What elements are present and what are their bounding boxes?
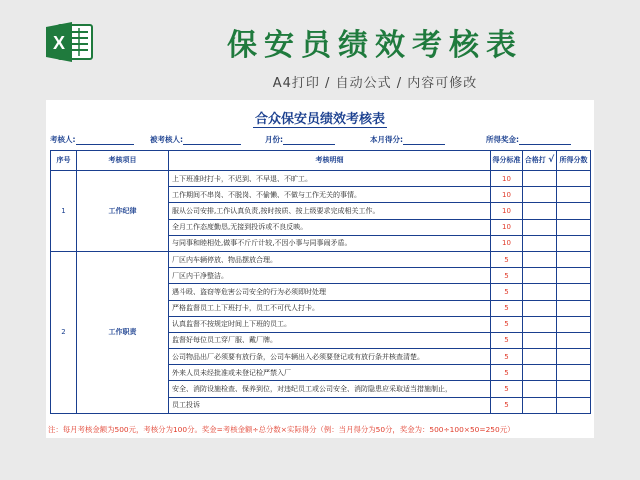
score-table (50, 150, 591, 414)
score-cell[interactable] (557, 171, 591, 187)
pass-cell[interactable] (523, 300, 557, 316)
pass-cell[interactable] (523, 235, 557, 251)
item-points: 5 (491, 349, 523, 365)
item-points: 5 (491, 365, 523, 381)
item-points: 10 (491, 187, 523, 203)
excel-logo-letter: X (52, 33, 66, 53)
score-cell[interactable] (557, 397, 591, 413)
month-score-field[interactable] (370, 134, 445, 145)
score-cell[interactable] (557, 349, 591, 365)
score-cell[interactable] (557, 381, 591, 397)
item-points: 5 (491, 381, 523, 397)
pass-cell[interactable] (523, 381, 557, 397)
score-cell[interactable] (557, 251, 591, 267)
table-header-row (51, 151, 591, 171)
pass-cell[interactable] (523, 332, 557, 348)
item-detail: 厂区内干净整洁。 (169, 268, 491, 284)
score-cell[interactable] (557, 316, 591, 332)
item-points: 5 (491, 251, 523, 267)
month-score-label: 本月得分: (370, 135, 403, 144)
meta-row (50, 134, 590, 148)
pass-cell[interactable] (523, 203, 557, 219)
item-detail: 服从公司安排,工作认真负责,按时按质、按上级要求完成相关工作。 (169, 203, 491, 219)
item-detail: 公司物品出厂必须要有放行条，公司车辆出入必须要登记或有放行条并核查清楚。 (169, 349, 491, 365)
item-points: 5 (491, 316, 523, 332)
item-detail: 外来人员未经批准或未登记检严禁入厂 (169, 365, 491, 381)
group-no: 2 (51, 251, 77, 413)
table-row (51, 251, 591, 267)
item-points: 5 (491, 284, 523, 300)
group-category: 工作纪律 (77, 171, 169, 252)
score-cell[interactable] (557, 300, 591, 316)
score-cell[interactable] (557, 268, 591, 284)
score-cell[interactable] (557, 187, 591, 203)
excel-logo-icon (44, 20, 96, 64)
score-cell[interactable] (557, 365, 591, 381)
examiner-field[interactable] (50, 134, 134, 145)
item-detail: 遇斗殴、盗窃等危害公司安全的行为必须即时处理 (169, 284, 491, 300)
header-score: 所得分数 (557, 151, 591, 171)
item-detail: 员工投诉 (169, 397, 491, 413)
score-cell[interactable] (557, 284, 591, 300)
bonus-field[interactable] (486, 134, 571, 145)
item-points: 10 (491, 235, 523, 251)
item-detail: 全月工作态度勤恳,无接到投诉或不良反映。 (169, 219, 491, 235)
pass-cell[interactable] (523, 219, 557, 235)
checkmark-icon: √ (548, 155, 555, 165)
item-points: 5 (491, 268, 523, 284)
item-points: 5 (491, 300, 523, 316)
footnote: 注：每月考核金额为500元，考核分为100分。奖金=考核金额÷总分数×实际得分（例：当月得分为50分，奖金为：500÷100×50=250元） (48, 425, 515, 434)
item-points: 5 (491, 332, 523, 348)
banner-title: 保安员绩效考核表 (227, 28, 523, 63)
item-detail: 认真监督不按规定时间上下班的员工。 (169, 316, 491, 332)
month-label: 月份: (265, 135, 283, 144)
header-detail: 考核明细 (169, 151, 491, 171)
score-cell[interactable] (557, 235, 591, 251)
bonus-label: 所得奖金: (486, 135, 519, 144)
group-category: 工作职责 (77, 251, 169, 413)
item-detail: 工作期间不串岗、不脱岗、不偷懒、不做与工作无关的事情。 (169, 187, 491, 203)
pass-cell[interactable] (523, 316, 557, 332)
banner-subtitle: A4打印 / 自动公式 / 内容可修改 (272, 76, 478, 91)
pass-cell[interactable] (523, 187, 557, 203)
item-detail: 安全、消防设施检查、保养到位，对违纪员工或公司安全、消防隐患应采取适当措施制止， (169, 381, 491, 397)
examinee-field[interactable] (150, 134, 241, 145)
table-row (51, 171, 591, 187)
header-pass-label: 合格打 (524, 156, 546, 164)
pass-cell[interactable] (523, 365, 557, 381)
pass-cell[interactable] (523, 397, 557, 413)
item-detail: 厂区内车辆停放、物品摆放合理。 (169, 251, 491, 267)
header-standard: 得分标准 (491, 151, 523, 171)
examiner-label: 考核人: (50, 135, 76, 144)
group-no: 1 (51, 171, 77, 252)
score-cell[interactable] (557, 332, 591, 348)
score-sheet (46, 100, 594, 438)
header-no: 序号 (51, 151, 77, 171)
pass-cell[interactable] (523, 251, 557, 267)
banner (0, 0, 640, 100)
header-category: 考核项目 (77, 151, 169, 171)
item-points: 10 (491, 203, 523, 219)
item-points: 10 (491, 219, 523, 235)
item-points: 10 (491, 171, 523, 187)
score-cell[interactable] (557, 219, 591, 235)
item-detail: 监督好每位员工穿厂服、戴厂牌。 (169, 332, 491, 348)
header-pass (523, 151, 557, 171)
item-points: 5 (491, 397, 523, 413)
sheet-title: 合众保安员绩效考核表 (254, 112, 385, 127)
pass-cell[interactable] (523, 349, 557, 365)
pass-cell[interactable] (523, 284, 557, 300)
item-detail: 严格监督员工上下班打卡，员工不可代人打卡。 (169, 300, 491, 316)
month-field[interactable] (265, 134, 335, 145)
pass-cell[interactable] (523, 268, 557, 284)
examinee-label: 被考核人: (150, 135, 183, 144)
pass-cell[interactable] (523, 171, 557, 187)
item-detail: 上下班准时打卡，不迟到、不早退、不旷工。 (169, 171, 491, 187)
score-cell[interactable] (557, 203, 591, 219)
item-detail: 与同事和睦相处,做事不斤斤计较,不因小事与同事闹矛盾。 (169, 235, 491, 251)
